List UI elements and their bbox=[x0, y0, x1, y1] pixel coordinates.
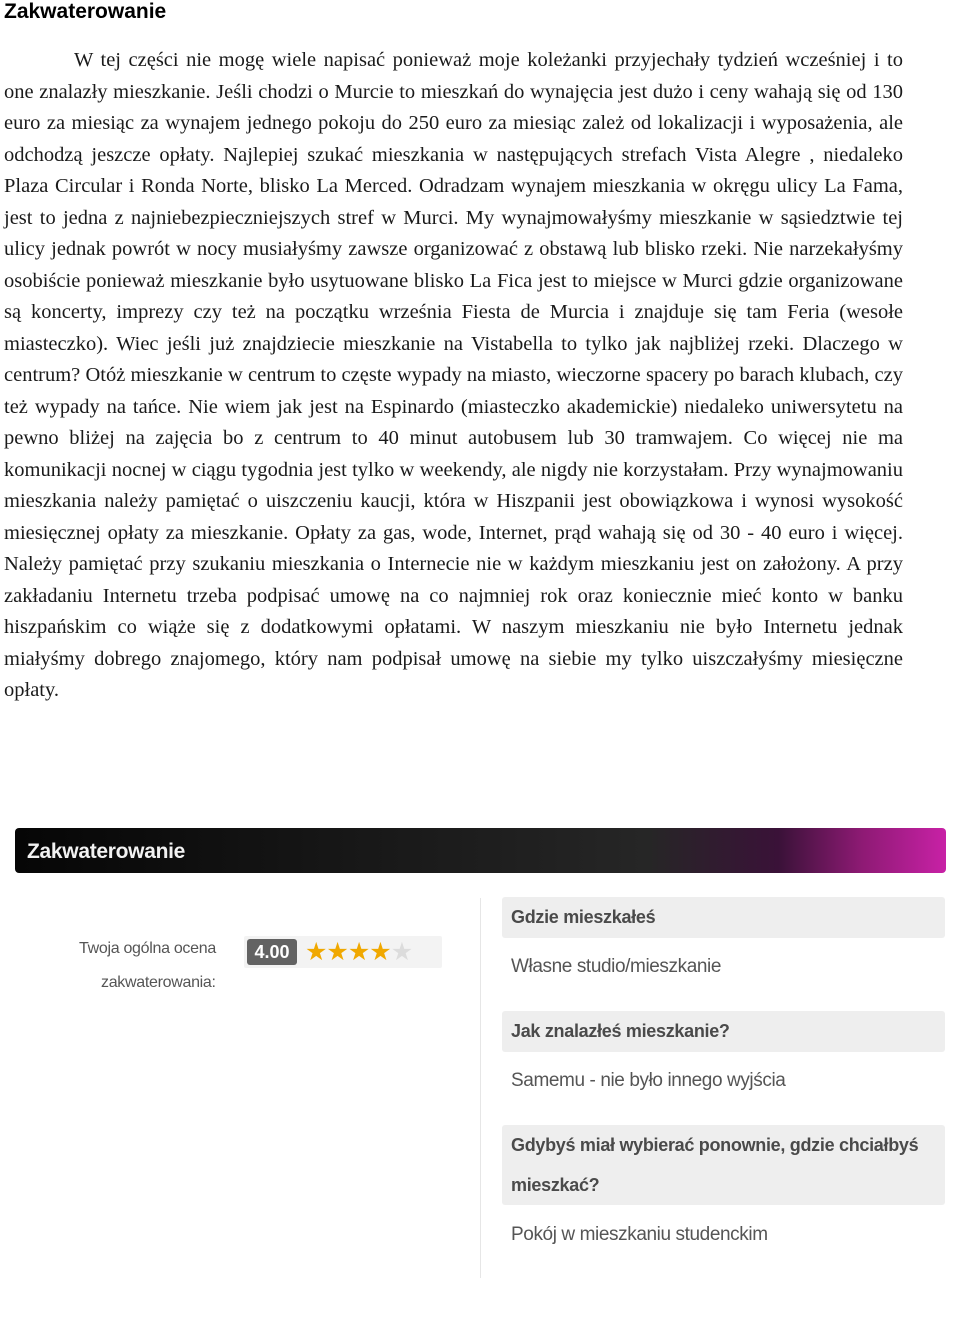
answer-text: Samemu - nie było innego wyjścia bbox=[511, 1070, 786, 1091]
question-box: Gdzie mieszkałeś bbox=[502, 897, 945, 938]
star-rating bbox=[305, 937, 412, 967]
rating-score-badge: 4.00 bbox=[247, 939, 297, 965]
question-box: Gdybyś miał wybierać ponownie, gdzie chciałbyś mieszkać? bbox=[502, 1125, 945, 1205]
widget-header bbox=[15, 828, 946, 873]
answer-text: Pokój w mieszkaniu studenckim bbox=[511, 1224, 768, 1245]
star-icon: ★ bbox=[347, 938, 370, 966]
document-title: Zakwaterowanie bbox=[4, 0, 167, 23]
star-icon: ★ bbox=[305, 938, 327, 966]
rating-label: Twoja ogólna ocena bbox=[79, 940, 216, 957]
star-icon: ★ bbox=[369, 938, 391, 966]
rating-box bbox=[244, 936, 442, 968]
star-icon: ★ bbox=[390, 938, 413, 966]
accommodation-widget bbox=[15, 828, 946, 1288]
answer-text: Własne studio/mieszkanie bbox=[511, 956, 722, 977]
question-box: Jak znalazłeś mieszkanie? bbox=[502, 1011, 945, 1052]
document-paragraph: W tej części nie mogę wiele napisać ponieważ moje koleżanki przyjechały tydzień wcześniej i to one znalazły mieszkanie. Jeśli chodzi o Murcie to mieszkań do wynajęcia jest dużo i ceny wahają się od 130 euro za miesiąc za wynajem jednego pokoju do 250 euro za miesiąc zależ od lokalizacji i wyposażenia, ale odchodzą jeszcze opłaty. Najlepiej szukać mieszkania w następujących strefach Vista Alegre , niedaleko Plaza Circular i Ronda Norte, blisko La Merced. Odradzam wynajem mieszkania w okręgu ulicy La Fama, jest to jedna z najniebezpieczniejszych stref w Murci. My wynajmowałyśmy mieszkanie w sąsiedztwie tej ulicy jednak powrót w nocy musiałyśmy zawsze organizować z obstawą lub blisko rzeki. Nie narzekałyśmy osobiście ponieważ mieszkanie było usytuowane blisko La Fica jest to miejsce w Murci gdzie organizowane są koncerty, imprezy czy też na początku września Fiesta de Murcia i znajduje się tam Feria (wesołe miasteczko). Wiec jeśli już znajdziecie mieszkanie na Vistabella to tylko jak najbliżej rzeki. Dlaczego w centrum? Otóż mieszkanie w centrum to częste wypady na miasto, wieczorne spacery po barach klubach, czy też wypady na tańce. Nie wiem jak jest na Espinardo (miasteczko akademickie) niedaleko uniwersytetu na pewno bliżej na zajęcia bo z centrum to 40 minut autobusem lub 30 tramwajem. Co więcej nie ma komunikacji nocnej w ciągu tygodnia jest tylko w weekendy, ale nigdy nie korzystałam. Przy wynajmowaniu mieszkania należy pamiętać o uiszczeniu kaucji, która w Hiszpanii jest obowiązkowa i wynosi wysokość miesięcznej opłaty za mieszkanie. Opłaty za gas, wode, Internet, prąd wahają się od 30 - 40 euro i więcej. Należy pamiętać przy szukaniu mieszkania o Internecie nie w każdym mieszkaniu jest on założony. A przy zakładaniu Internetu trzeba podpisać umowę na co najmniej rok oraz koniecznie mieć konto w banku hiszpańskim co wiąże się z dodatkowymi opłatami. W naszym mieszkaniu nie było Internetu jednak miałyśmy dobrego znajomego, który nam podpisał umowę na siebie my tylko uiszczałyśmy miesięczne opłaty. bbox=[4, 49, 903, 701]
star-icon: ★ bbox=[326, 938, 348, 966]
column-divider bbox=[480, 898, 481, 1278]
widget-header-title: Zakwaterowanie bbox=[27, 840, 186, 863]
rating-label-continued: zakwaterowania: bbox=[101, 974, 216, 991]
